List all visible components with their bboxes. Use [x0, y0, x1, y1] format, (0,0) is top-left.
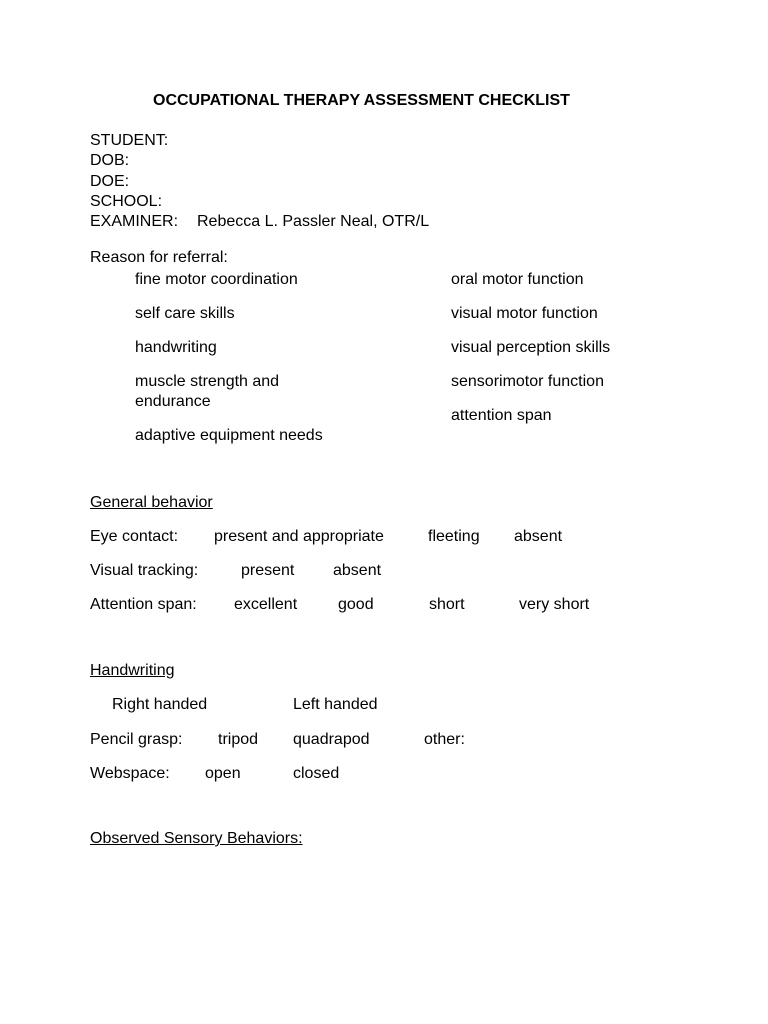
dob-label: DOB: — [90, 152, 130, 169]
handwriting-heading: Handwriting — [90, 662, 175, 679]
referral-item-self-care: self care skills — [135, 305, 235, 322]
visual-tracking-option: present — [241, 562, 295, 579]
attention-span-option: short — [429, 596, 465, 613]
attention-span-label: Attention span: — [90, 596, 197, 613]
pencil-grasp-label: Pencil grasp: — [90, 731, 183, 748]
eye-contact-option: absent — [514, 528, 563, 545]
referral-item-muscle-strength: muscle strength and — [135, 373, 280, 390]
eye-contact-option: fleeting — [428, 528, 480, 545]
referral-heading: Reason for referral: — [90, 249, 228, 266]
referral-item-oral-motor: oral motor function — [451, 271, 584, 288]
webspace-option: closed — [293, 765, 340, 782]
referral-item-endurance: endurance — [135, 393, 211, 410]
student-label: STUDENT: — [90, 132, 169, 149]
handedness-option: Right handed — [112, 696, 208, 713]
attention-span-option: very short — [519, 596, 590, 613]
school-label: SCHOOL: — [90, 193, 163, 210]
webspace-label: Webspace: — [90, 765, 170, 782]
referral-item-visual-motor: visual motor function — [451, 305, 598, 322]
visual-tracking-label: Visual tracking: — [90, 562, 199, 579]
referral-item-attention-span: attention span — [451, 407, 552, 424]
attention-span-option: good — [338, 596, 374, 613]
general-behavior-heading: General behavior — [90, 494, 213, 511]
referral-item-handwriting: handwriting — [135, 339, 217, 356]
doe-label: DOE: — [90, 173, 130, 190]
eye-contact-label: Eye contact: — [90, 528, 179, 545]
referral-item-visual-perception: visual perception skills — [451, 339, 611, 356]
pencil-grasp-option: quadrapod — [293, 731, 370, 748]
attention-span-option: excellent — [234, 596, 298, 613]
sensory-behaviors-heading: Observed Sensory Behaviors: — [90, 830, 303, 847]
referral-item-sensorimotor: sensorimotor function — [451, 373, 604, 390]
pencil-grasp-option: tripod — [218, 731, 259, 748]
referral-item-adaptive-equipment: adaptive equipment needs — [135, 427, 323, 444]
document-title: OCCUPATIONAL THERAPY ASSESSMENT CHECKLIST — [153, 92, 570, 109]
handedness-option: Left handed — [293, 696, 378, 713]
examiner-label: EXAMINER: — [90, 213, 179, 230]
webspace-option: open — [205, 765, 241, 782]
referral-item-fine-motor: fine motor coordination — [135, 271, 298, 288]
eye-contact-option: present and appropriate — [214, 528, 384, 545]
examiner-value: Rebecca L. Passler Neal, OTR/L — [197, 213, 430, 230]
pencil-grasp-option: other: — [424, 731, 465, 748]
visual-tracking-option: absent — [333, 562, 382, 579]
